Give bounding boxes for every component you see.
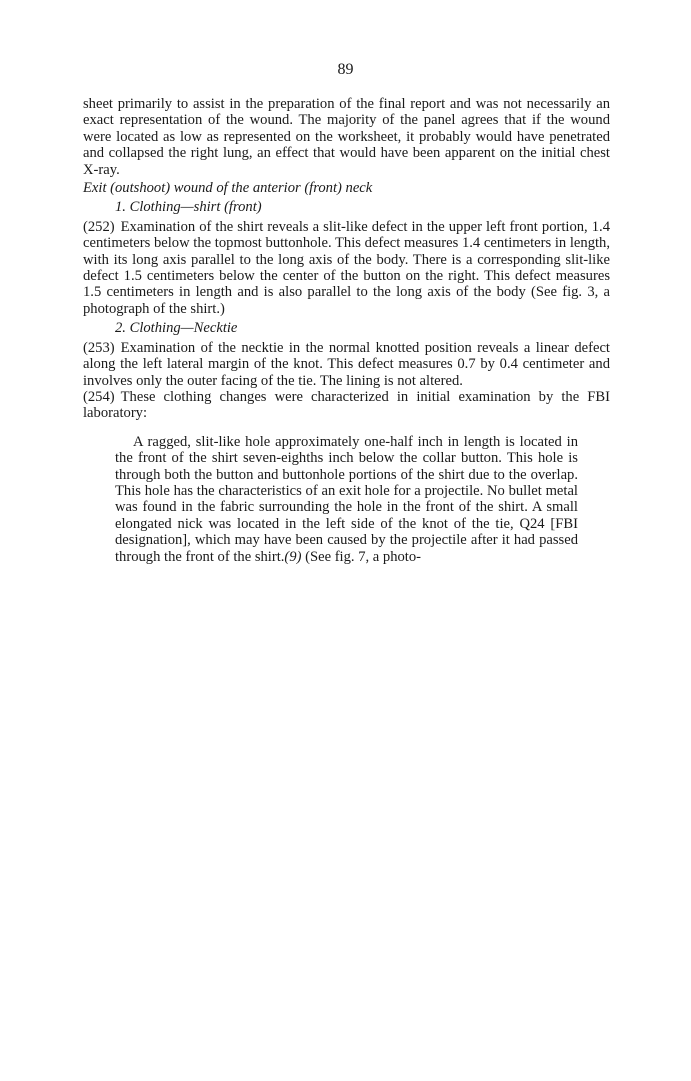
paragraph-252 <box>83 219 610 317</box>
subheading-necktie: 2. Clothing—Necktie <box>115 320 238 337</box>
paragraph-254 <box>83 389 610 422</box>
paragraph-number: (252) <box>83 218 115 235</box>
paragraph-text: Examination of the shirt reveals a slit-like defect in the upper left front portion, 1.4 centimeters below the topmost buttonhole. This defect measures 1.4 centimeters in length, with its long axis parallel to the long axis of the body. There is a corresponding slit-like defect 1.5 centimeters below the center of the button on the right. This defect measures 1.5 centimeters in length and is also parallel to the long axis of the body (See fig. 3, a photograph of the shirt.) <box>83 218 610 317</box>
paragraph-253 <box>83 340 610 389</box>
paragraph-number: (253) <box>83 339 115 356</box>
paragraph-text: Examination of the necktie in the normal knotted position reveals a linear defect along the left lateral margin of the knot. This defect measures 0.7 by 0.4 centimeter and involves only the outer facing of the tie. The lining is not altered. <box>83 339 610 389</box>
fbi-quote-block <box>115 434 578 565</box>
paragraph-text: These clothing changes were characterized in initial examination by the FBI laboratory: <box>83 388 610 422</box>
quote-text-continued: (See fig. 7, a photo- <box>305 548 422 565</box>
footnote-reference: (9) <box>284 548 302 565</box>
subheading-shirt: 1. Clothing—shirt (front) <box>115 199 262 216</box>
section-heading: Exit (outshoot) wound of the anterior (front) neck <box>83 180 373 197</box>
page-content <box>83 96 610 565</box>
quote-text: A ragged, slit-like hole approximately one-half inch in length is located in the front of the shirt seven-eighths inch below the collar button. This hole is through both the button and buttonhole portions of the shirt due to the overlap. This hole has the characteristics of an exit hole for a projectile. No bullet metal was found in the fabric surrounding the hole in the front of the shirt. A small elongated nick was located in the left side of the knot of the tie, Q24 [FBI designation], which may have been caused by the projectile after it had passed through the front of the shirt. <box>115 433 578 565</box>
paragraph-number: (254) <box>83 388 115 405</box>
page-number: 89 <box>337 61 354 78</box>
continuation-paragraph: sheet primarily to assist in the preparation of the final report and was not necessarily an exact representation of the wound. The majority of the panel agrees that if the wound were located as low as represented on the worksheet, it probably would have penetrated and collapsed the right lung, an effect that would have been apparent on the initial chest X-ray. <box>83 96 610 178</box>
